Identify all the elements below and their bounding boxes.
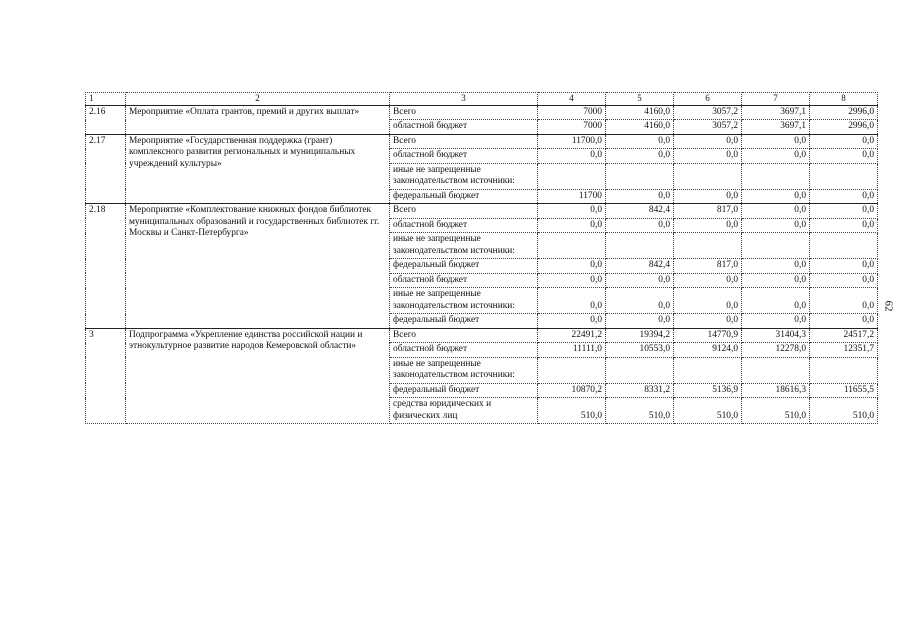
amount-cell: 0,0 — [810, 149, 878, 164]
funding-source: Всего — [390, 328, 538, 343]
amount-cell — [606, 233, 674, 259]
amount-cell: 12278,0 — [742, 343, 810, 358]
amount-cell: 0,0 — [810, 288, 878, 314]
amount-cell — [674, 233, 742, 259]
funding-source: Всего — [390, 134, 538, 149]
header-cell: 8 — [810, 93, 878, 106]
funding-source: иные не запрещенные законодательством источники: — [390, 357, 538, 383]
funding-source: федеральный бюджет — [390, 383, 538, 398]
amount-cell: 0,0 — [742, 189, 810, 204]
amount-cell: 0,0 — [538, 204, 606, 219]
header-cell: 4 — [538, 93, 606, 106]
amount-cell: 11700,0 — [538, 134, 606, 149]
header-cell: 6 — [674, 93, 742, 106]
amount-cell: 3057,2 — [674, 120, 742, 135]
amount-cell: 0,0 — [538, 314, 606, 329]
amount-cell: 22491,2 — [538, 328, 606, 343]
table-row — [86, 105, 878, 120]
funding-source: федеральный бюджет — [390, 259, 538, 274]
amount-cell: 817,0 — [674, 204, 742, 219]
amount-cell: 0,0 — [606, 149, 674, 164]
amount-cell: 0,0 — [810, 218, 878, 233]
section-code: 2.17 — [86, 134, 126, 204]
amount-cell: 18616,3 — [742, 383, 810, 398]
amount-cell: 510,0 — [742, 398, 810, 424]
amount-cell: 0,0 — [810, 273, 878, 288]
amount-cell: 0,0 — [538, 273, 606, 288]
funding-source: федеральный бюджет — [390, 314, 538, 329]
amount-cell: 0,0 — [538, 288, 606, 314]
amount-cell: 0,0 — [606, 218, 674, 233]
amount-cell: 0,0 — [810, 204, 878, 219]
amount-cell — [538, 233, 606, 259]
amount-cell: 9124,0 — [674, 343, 742, 358]
amount-cell: 3697,1 — [742, 120, 810, 135]
amount-cell — [742, 357, 810, 383]
amount-cell: 12351,7 — [810, 343, 878, 358]
funding-source: Всего — [390, 105, 538, 120]
funding-source: иные не запрещенные законодательством источники: — [390, 233, 538, 259]
table-row — [86, 328, 878, 343]
amount-cell: 0,0 — [606, 134, 674, 149]
amount-cell: 0,0 — [810, 314, 878, 329]
amount-cell — [742, 163, 810, 189]
section-title: Подпрограмма «Укрепление единства российской нации и этнокультурное развитие народов Кемеровской области» — [126, 328, 390, 424]
header-cell: 5 — [606, 93, 674, 106]
header-cell: 3 — [390, 93, 538, 106]
amount-cell: 510,0 — [674, 398, 742, 424]
amount-cell: 5136,9 — [674, 383, 742, 398]
amount-cell: 0,0 — [674, 314, 742, 329]
amount-cell: 842,4 — [606, 259, 674, 274]
funding-source: иные не запрещенные законодательством источники: — [390, 288, 538, 314]
amount-cell: 0,0 — [606, 189, 674, 204]
amount-cell: 11655,5 — [810, 383, 878, 398]
amount-cell — [606, 163, 674, 189]
amount-cell: 0,0 — [674, 218, 742, 233]
amount-cell — [810, 357, 878, 383]
amount-cell: 0,0 — [538, 259, 606, 274]
section-title: Мероприятие «Оплата грантов, премий и других выплат» — [126, 105, 390, 134]
amount-cell — [674, 357, 742, 383]
amount-cell: 0,0 — [674, 288, 742, 314]
amount-cell: 0,0 — [810, 259, 878, 274]
funding-source: федеральный бюджет — [390, 189, 538, 204]
amount-cell: 0,0 — [742, 314, 810, 329]
amount-cell: 0,0 — [742, 259, 810, 274]
amount-cell: 510,0 — [606, 398, 674, 424]
header-cell: 7 — [742, 93, 810, 106]
amount-cell: 0,0 — [674, 134, 742, 149]
header-row — [86, 93, 878, 106]
amount-cell: 0,0 — [742, 288, 810, 314]
amount-cell: 0,0 — [674, 149, 742, 164]
amount-cell: 2996,0 — [810, 120, 878, 135]
amount-cell: 7000 — [538, 120, 606, 135]
header-cell: 2 — [126, 93, 390, 106]
funding-source: областной бюджет — [390, 218, 538, 233]
amount-cell — [674, 163, 742, 189]
amount-cell: 14770,9 — [674, 328, 742, 343]
amount-cell: 7000 — [538, 105, 606, 120]
funding-source: областной бюджет — [390, 149, 538, 164]
amount-cell: 842,4 — [606, 204, 674, 219]
budget-table — [85, 92, 878, 424]
amount-cell: 817,0 — [674, 259, 742, 274]
amount-cell — [606, 357, 674, 383]
amount-cell: 510,0 — [538, 398, 606, 424]
funding-source: областной бюджет — [390, 120, 538, 135]
amount-cell: 0,0 — [742, 218, 810, 233]
amount-cell: 31404,3 — [742, 328, 810, 343]
amount-cell: 510,0 — [810, 398, 878, 424]
amount-cell: 0,0 — [742, 134, 810, 149]
amount-cell: 4160,0 — [606, 105, 674, 120]
amount-cell: 8331,2 — [606, 383, 674, 398]
section-code: 2.18 — [86, 204, 126, 329]
amount-cell — [538, 163, 606, 189]
section-code: 3 — [86, 328, 126, 424]
page-number: 62 — [882, 300, 895, 312]
amount-cell — [538, 357, 606, 383]
funding-source: иные не запрещенные законодательством источники: — [390, 163, 538, 189]
amount-cell — [742, 233, 810, 259]
funding-source: областной бюджет — [390, 273, 538, 288]
table-row — [86, 204, 878, 219]
amount-cell — [810, 233, 878, 259]
amount-cell — [810, 163, 878, 189]
funding-source: областной бюджет — [390, 343, 538, 358]
header-cell: 1 — [86, 93, 126, 106]
section-title: Мероприятие «Государственная поддержка (грант) комплексного развития региональных и муниципальных учреждений культуры» — [126, 134, 390, 204]
amount-cell: 10553,0 — [606, 343, 674, 358]
amount-cell: 0,0 — [538, 218, 606, 233]
amount-cell: 3697,1 — [742, 105, 810, 120]
amount-cell: 0,0 — [606, 288, 674, 314]
amount-cell: 0,0 — [674, 189, 742, 204]
amount-cell: 0,0 — [810, 134, 878, 149]
amount-cell: 0,0 — [606, 273, 674, 288]
amount-cell: 0,0 — [810, 189, 878, 204]
amount-cell: 0,0 — [606, 314, 674, 329]
amount-cell: 4160,0 — [606, 120, 674, 135]
table-row — [86, 134, 878, 149]
amount-cell: 11700 — [538, 189, 606, 204]
amount-cell: 0,0 — [538, 149, 606, 164]
amount-cell: 24517,2 — [810, 328, 878, 343]
amount-cell: 0,0 — [742, 273, 810, 288]
amount-cell: 10870,2 — [538, 383, 606, 398]
amount-cell: 2996,0 — [810, 105, 878, 120]
section-code: 2.16 — [86, 105, 126, 134]
amount-cell: 19394,2 — [606, 328, 674, 343]
amount-cell: 3057,2 — [674, 105, 742, 120]
section-title: Мероприятие «Комплектование книжных фондов библиотек муниципальных образований и государственных библиотек гг. Москвы и Санкт-Петербурга» — [126, 204, 390, 329]
amount-cell: 0,0 — [742, 204, 810, 219]
funding-source: Всего — [390, 204, 538, 219]
funding-source: средства юридических и физических лиц — [390, 398, 538, 424]
amount-cell: 11111,0 — [538, 343, 606, 358]
amount-cell: 0,0 — [742, 149, 810, 164]
amount-cell: 0,0 — [674, 273, 742, 288]
